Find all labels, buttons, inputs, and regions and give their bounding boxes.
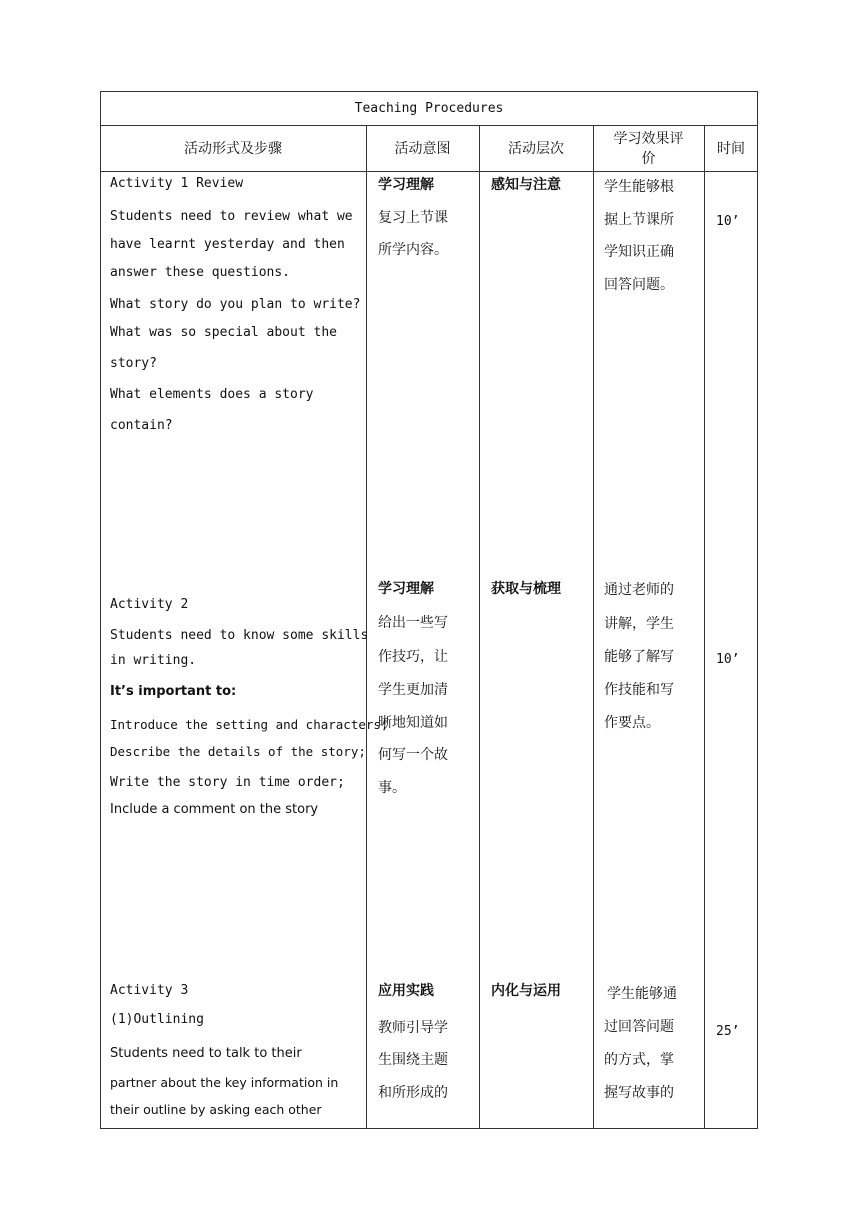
title-row-divider	[100, 125, 758, 126]
activity2-eval-line2: 讲解，学生	[604, 616, 674, 632]
activity3-time: 25’	[716, 1024, 740, 1039]
activity2-intent-line6: 事。	[378, 780, 406, 796]
activity3-level: 内化与运用	[491, 983, 561, 999]
activity2-title: Activity 2	[110, 597, 189, 612]
activity1-question-3-line1: What elements does a story	[110, 387, 314, 402]
activity3-eval-line4: 握写故事的	[604, 1085, 674, 1101]
activity1-intent-line2: 所学内容。	[378, 242, 448, 258]
activity2-intent-line1: 给出一些写	[378, 615, 448, 631]
activity1-intent-title: 学习理解	[378, 177, 434, 193]
activity2-time: 10’	[716, 652, 740, 667]
activity1-eval-line4: 回答问题。	[604, 277, 674, 293]
header-row-divider	[100, 171, 758, 172]
activity1-eval-line2: 据上节课所	[604, 212, 674, 228]
header-steps: 活动形式及步骤	[184, 141, 282, 157]
header-level: 活动层次	[508, 141, 564, 157]
activity1-question-3-line2: contain?	[110, 418, 173, 433]
column-divider-4	[704, 125, 705, 1129]
activity1-desc-line2: have learnt yesterday and then	[110, 237, 345, 252]
activity3-desc-line2: partner about the key information in	[110, 1075, 339, 1090]
activity3-intent-line3: 和所形成的	[378, 1085, 448, 1101]
column-divider-2	[479, 125, 480, 1129]
activity2-intent-line4: 晰地知道如	[378, 715, 448, 731]
activity2-item-4: Include a comment on the story	[110, 802, 319, 817]
activity2-important: It’s important to:	[110, 684, 237, 699]
column-divider-1	[366, 125, 367, 1129]
activity3-desc-line3: their outline by asking each other	[110, 1102, 322, 1117]
column-divider-3	[593, 125, 594, 1129]
activity1-title: Activity 1 Review	[110, 176, 244, 191]
header-eval-line1: 学习效果评	[613, 131, 684, 147]
activity2-item-1: Introduce the setting and characters;	[110, 717, 389, 732]
activity2-eval-line1: 通过老师的	[604, 582, 674, 598]
activity3-subtitle: (1)Outlining	[110, 1012, 204, 1027]
activity2-intent-line2: 作技巧，让	[378, 649, 448, 665]
activity3-intent-line2: 生围绕主题	[378, 1052, 448, 1068]
activity2-intent-line3: 学生更加清	[378, 682, 448, 698]
activity2-desc-line2: in writing.	[110, 653, 197, 668]
activity1-level: 感知与注意	[491, 177, 561, 193]
activity1-question-2-line2: story?	[110, 356, 157, 371]
table-title: Teaching Procedures	[354, 101, 504, 116]
activity2-eval-line4: 作技能和写	[604, 682, 674, 698]
header-eval-line2: 价	[641, 151, 656, 167]
activity2-eval-line5: 作要点。	[604, 715, 660, 731]
activity2-eval-line3: 能够了解写	[604, 649, 674, 665]
activity2-intent-title: 学习理解	[378, 581, 434, 597]
activity1-question-1: What story do you plan to write?	[110, 297, 361, 312]
activity2-desc-line1: Students need to know some skills	[110, 628, 369, 643]
activity1-question-2-line1: What was so special about the	[110, 325, 337, 340]
activity2-level: 获取与梳理	[491, 581, 561, 597]
activity3-intent-title: 应用实践	[378, 983, 434, 999]
activity3-desc-line1: Students need to talk to their	[110, 1046, 302, 1061]
activity3-title: Activity 3	[110, 983, 189, 998]
activity1-eval-line3: 学知识正确	[604, 244, 674, 260]
activity1-desc-line1: Students need to review what we	[110, 209, 353, 224]
activity1-time: 10’	[716, 214, 740, 229]
activity3-eval-line2: 过回答问题	[604, 1019, 674, 1035]
activity2-intent-line5: 何写一个故	[378, 747, 448, 763]
activity2-item-2: Describe the details of the story;	[110, 744, 366, 759]
header-intent: 活动意图	[394, 141, 451, 157]
activity3-eval-line3: 的方式，掌	[604, 1052, 674, 1068]
activity3-eval-line1: 学生能够通	[607, 986, 677, 1002]
header-time: 时间	[717, 141, 745, 157]
activity3-intent-line1: 教师引导学	[378, 1020, 448, 1036]
activity1-intent-line1: 复习上节课	[378, 210, 448, 226]
activity1-desc-line3: answer these questions.	[110, 265, 291, 280]
activity2-item-3: Write the story in time order;	[110, 775, 345, 790]
activity1-eval-line1: 学生能够根	[604, 179, 674, 195]
